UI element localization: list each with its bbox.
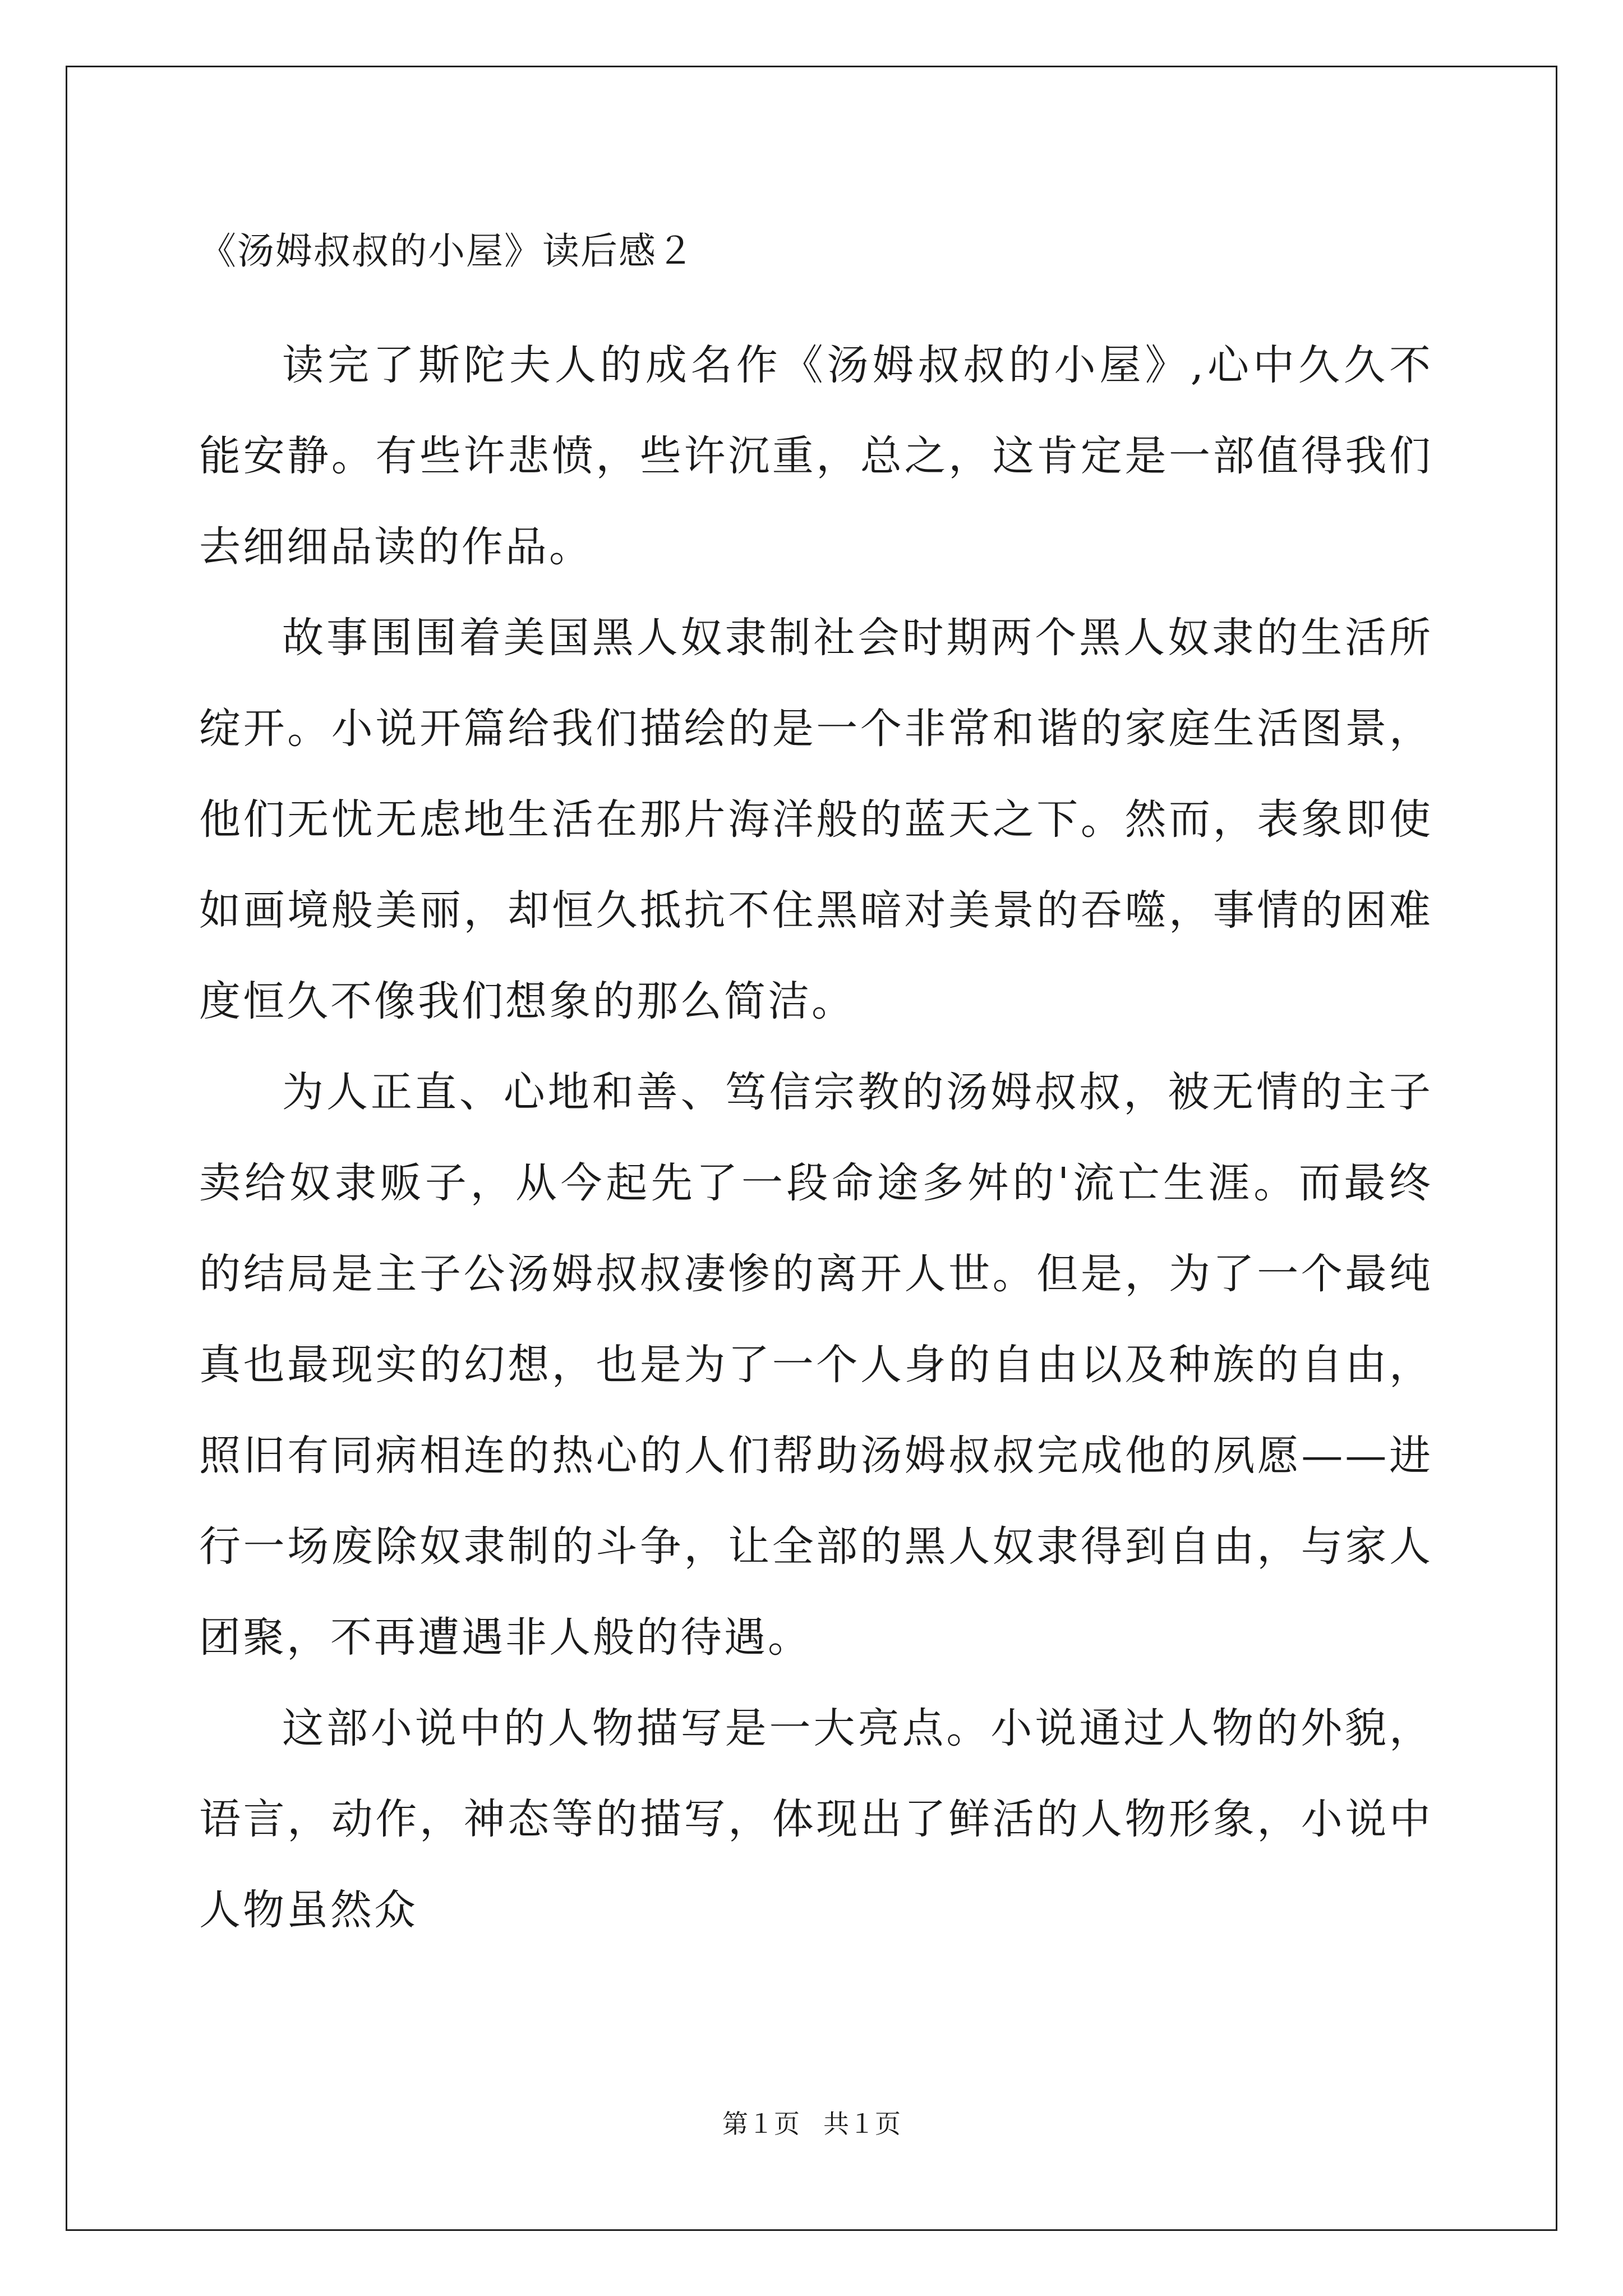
paragraph-2: 故事围围着美国黑人奴隶制社会时期两个黑人奴隶的生活所绽开。小说开篇给我们描绘的是一个非常和谐的家庭生活图景，他们无忧无虑地生活在那片海洋般的蓝天之下。然而，表象即使如画境般美丽，却恒久抵抗不住黑暗对美景的吞噬，事情的困难度恒久不像我们想象的那么简洁。 <box>199 614 1433 1025</box>
paragraph-3: 为人正直、心地和善、笃信宗教的汤姆叔叔，被无情的主子卖给奴隶贩子，从今起先了一段命途多舛的'流亡生涯。而最终的结局是主子公汤姆叔叔凄惨的离开人世。但是，为了一个最纯真也最现实的幻想，也是为了一个人身的自由以及种族的自由，照旧有同病相连的热心的人们帮助汤姆叔叔完成他的夙愿——进行一场废除奴隶制的斗争，让全部的黑人奴隶得到自由，与家人团聚，不再遭遇非人般的待遇。 <box>199 1068 1433 1662</box>
current-page-label: 第１页 <box>722 2109 800 2139</box>
paragraph-1: 读完了斯陀夫人的成名作《汤姆叔叔的小屋》,心中久久不能安静。有些许悲愤，些许沉重，总之，这肯定是一部值得我们去细细品读的作品。 <box>199 341 1433 571</box>
document-body <box>199 320 1433 1955</box>
paragraph-4: 这部小说中的人物描写是一大亮点。小说通过人物的外貌，语言，动作，神态等的描写，体现出了鲜活的人物形象，小说中人物虽然众 <box>199 1704 1433 1934</box>
total-pages-label: 共１页 <box>823 2109 901 2139</box>
document-title: 《汤姆叔叔的小屋》读后感２ <box>199 229 695 273</box>
page-footer <box>0 2107 1623 2141</box>
